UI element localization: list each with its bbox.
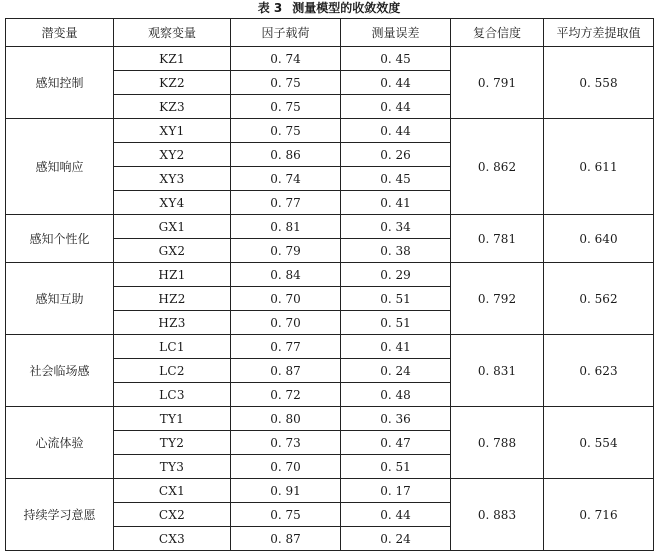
table-row xyxy=(6,263,654,287)
observed-variable-cell: KZ1 xyxy=(114,47,231,71)
measurement-error-cell: 0. 24 xyxy=(341,359,451,383)
table-row xyxy=(6,479,654,503)
composite-reliability-cell: 0. 788 xyxy=(451,407,544,479)
observed-variable-cell: LC2 xyxy=(114,359,231,383)
measurement-error-cell: 0. 38 xyxy=(341,239,451,263)
measurement-error-cell: 0. 44 xyxy=(341,503,451,527)
table-row xyxy=(6,335,654,359)
ave-cell: 0. 611 xyxy=(544,119,654,215)
table-row xyxy=(6,407,654,431)
ave-cell: 0. 623 xyxy=(544,335,654,407)
measurement-error-cell: 0. 26 xyxy=(341,143,451,167)
convergent-validity-table xyxy=(5,18,654,551)
factor-loading-cell: 0. 86 xyxy=(231,143,341,167)
factor-loading-cell: 0. 75 xyxy=(231,119,341,143)
factor-loading-cell: 0. 75 xyxy=(231,95,341,119)
header-row xyxy=(6,19,654,47)
factor-loading-cell: 0. 87 xyxy=(231,359,341,383)
composite-reliability-cell: 0. 781 xyxy=(451,215,544,263)
composite-reliability-cell: 0. 792 xyxy=(451,263,544,335)
latent-variable-cell: 持续学习意愿 xyxy=(6,479,114,551)
factor-loading-cell: 0. 87 xyxy=(231,527,341,551)
table-row xyxy=(6,119,654,143)
observed-variable-cell: GX1 xyxy=(114,215,231,239)
observed-variable-cell: XY1 xyxy=(114,119,231,143)
measurement-error-cell: 0. 29 xyxy=(341,263,451,287)
observed-variable-cell: CX2 xyxy=(114,503,231,527)
table-number: 表 3 xyxy=(257,1,283,15)
observed-variable-cell: TY1 xyxy=(114,407,231,431)
measurement-error-cell: 0. 17 xyxy=(341,479,451,503)
ave-cell: 0. 640 xyxy=(544,215,654,263)
observed-variable-cell: XY3 xyxy=(114,167,231,191)
measurement-error-cell: 0. 41 xyxy=(341,191,451,215)
header-ave: 平均方差提取值 xyxy=(544,19,654,47)
header-measurement-error: 测量误差 xyxy=(341,19,451,47)
measurement-error-cell: 0. 41 xyxy=(341,335,451,359)
factor-loading-cell: 0. 74 xyxy=(231,167,341,191)
observed-variable-cell: LC3 xyxy=(114,383,231,407)
factor-loading-cell: 0. 73 xyxy=(231,431,341,455)
observed-variable-cell: KZ2 xyxy=(114,71,231,95)
header-factor-loading: 因子载荷 xyxy=(231,19,341,47)
observed-variable-cell: LC1 xyxy=(114,335,231,359)
latent-variable-cell: 感知个性化 xyxy=(6,215,114,263)
latent-variable-cell: 社会临场感 xyxy=(6,335,114,407)
ave-cell: 0. 554 xyxy=(544,407,654,479)
table-body xyxy=(6,47,654,551)
measurement-error-cell: 0. 47 xyxy=(341,431,451,455)
observed-variable-cell: GX2 xyxy=(114,239,231,263)
table-row xyxy=(6,215,654,239)
factor-loading-cell: 0. 75 xyxy=(231,503,341,527)
factor-loading-cell: 0. 81 xyxy=(231,215,341,239)
measurement-error-cell: 0. 44 xyxy=(341,71,451,95)
measurement-error-cell: 0. 24 xyxy=(341,527,451,551)
composite-reliability-cell: 0. 831 xyxy=(451,335,544,407)
measurement-error-cell: 0. 45 xyxy=(341,167,451,191)
observed-variable-cell: HZ1 xyxy=(114,263,231,287)
observed-variable-cell: HZ3 xyxy=(114,311,231,335)
factor-loading-cell: 0. 84 xyxy=(231,263,341,287)
composite-reliability-cell: 0. 791 xyxy=(451,47,544,119)
factor-loading-cell: 0. 70 xyxy=(231,311,341,335)
header-latent-variable: 潜变量 xyxy=(6,19,114,47)
measurement-error-cell: 0. 34 xyxy=(341,215,451,239)
composite-reliability-cell: 0. 883 xyxy=(451,479,544,551)
latent-variable-cell: 感知响应 xyxy=(6,119,114,215)
header-composite-reliability: 复合信度 xyxy=(451,19,544,47)
factor-loading-cell: 0. 70 xyxy=(231,455,341,479)
measurement-error-cell: 0. 36 xyxy=(341,407,451,431)
factor-loading-cell: 0. 70 xyxy=(231,287,341,311)
measurement-error-cell: 0. 51 xyxy=(341,455,451,479)
observed-variable-cell: TY3 xyxy=(114,455,231,479)
factor-loading-cell: 0. 72 xyxy=(231,383,341,407)
measurement-error-cell: 0. 51 xyxy=(341,287,451,311)
observed-variable-cell: CX1 xyxy=(114,479,231,503)
measurement-error-cell: 0. 45 xyxy=(341,47,451,71)
factor-loading-cell: 0. 75 xyxy=(231,71,341,95)
table-header xyxy=(6,19,654,47)
table-row xyxy=(6,47,654,71)
composite-reliability-cell: 0. 862 xyxy=(451,119,544,215)
factor-loading-cell: 0. 77 xyxy=(231,335,341,359)
observed-variable-cell: HZ2 xyxy=(114,287,231,311)
table-title: 测量模型的收敛效度 xyxy=(292,1,401,15)
observed-variable-cell: CX3 xyxy=(114,527,231,551)
latent-variable-cell: 心流体验 xyxy=(6,407,114,479)
measurement-error-cell: 0. 44 xyxy=(341,95,451,119)
table-caption xyxy=(0,1,658,15)
factor-loading-cell: 0. 77 xyxy=(231,191,341,215)
measurement-error-cell: 0. 44 xyxy=(341,119,451,143)
header-observed-variable: 观察变量 xyxy=(114,19,231,47)
measurement-error-cell: 0. 51 xyxy=(341,311,451,335)
factor-loading-cell: 0. 79 xyxy=(231,239,341,263)
ave-cell: 0. 558 xyxy=(544,47,654,119)
ave-cell: 0. 562 xyxy=(544,263,654,335)
ave-cell: 0. 716 xyxy=(544,479,654,551)
latent-variable-cell: 感知互助 xyxy=(6,263,114,335)
factor-loading-cell: 0. 80 xyxy=(231,407,341,431)
measurement-error-cell: 0. 48 xyxy=(341,383,451,407)
latent-variable-cell: 感知控制 xyxy=(6,47,114,119)
factor-loading-cell: 0. 91 xyxy=(231,479,341,503)
observed-variable-cell: XY4 xyxy=(114,191,231,215)
observed-variable-cell: KZ3 xyxy=(114,95,231,119)
observed-variable-cell: XY2 xyxy=(114,143,231,167)
factor-loading-cell: 0. 74 xyxy=(231,47,341,71)
observed-variable-cell: TY2 xyxy=(114,431,231,455)
